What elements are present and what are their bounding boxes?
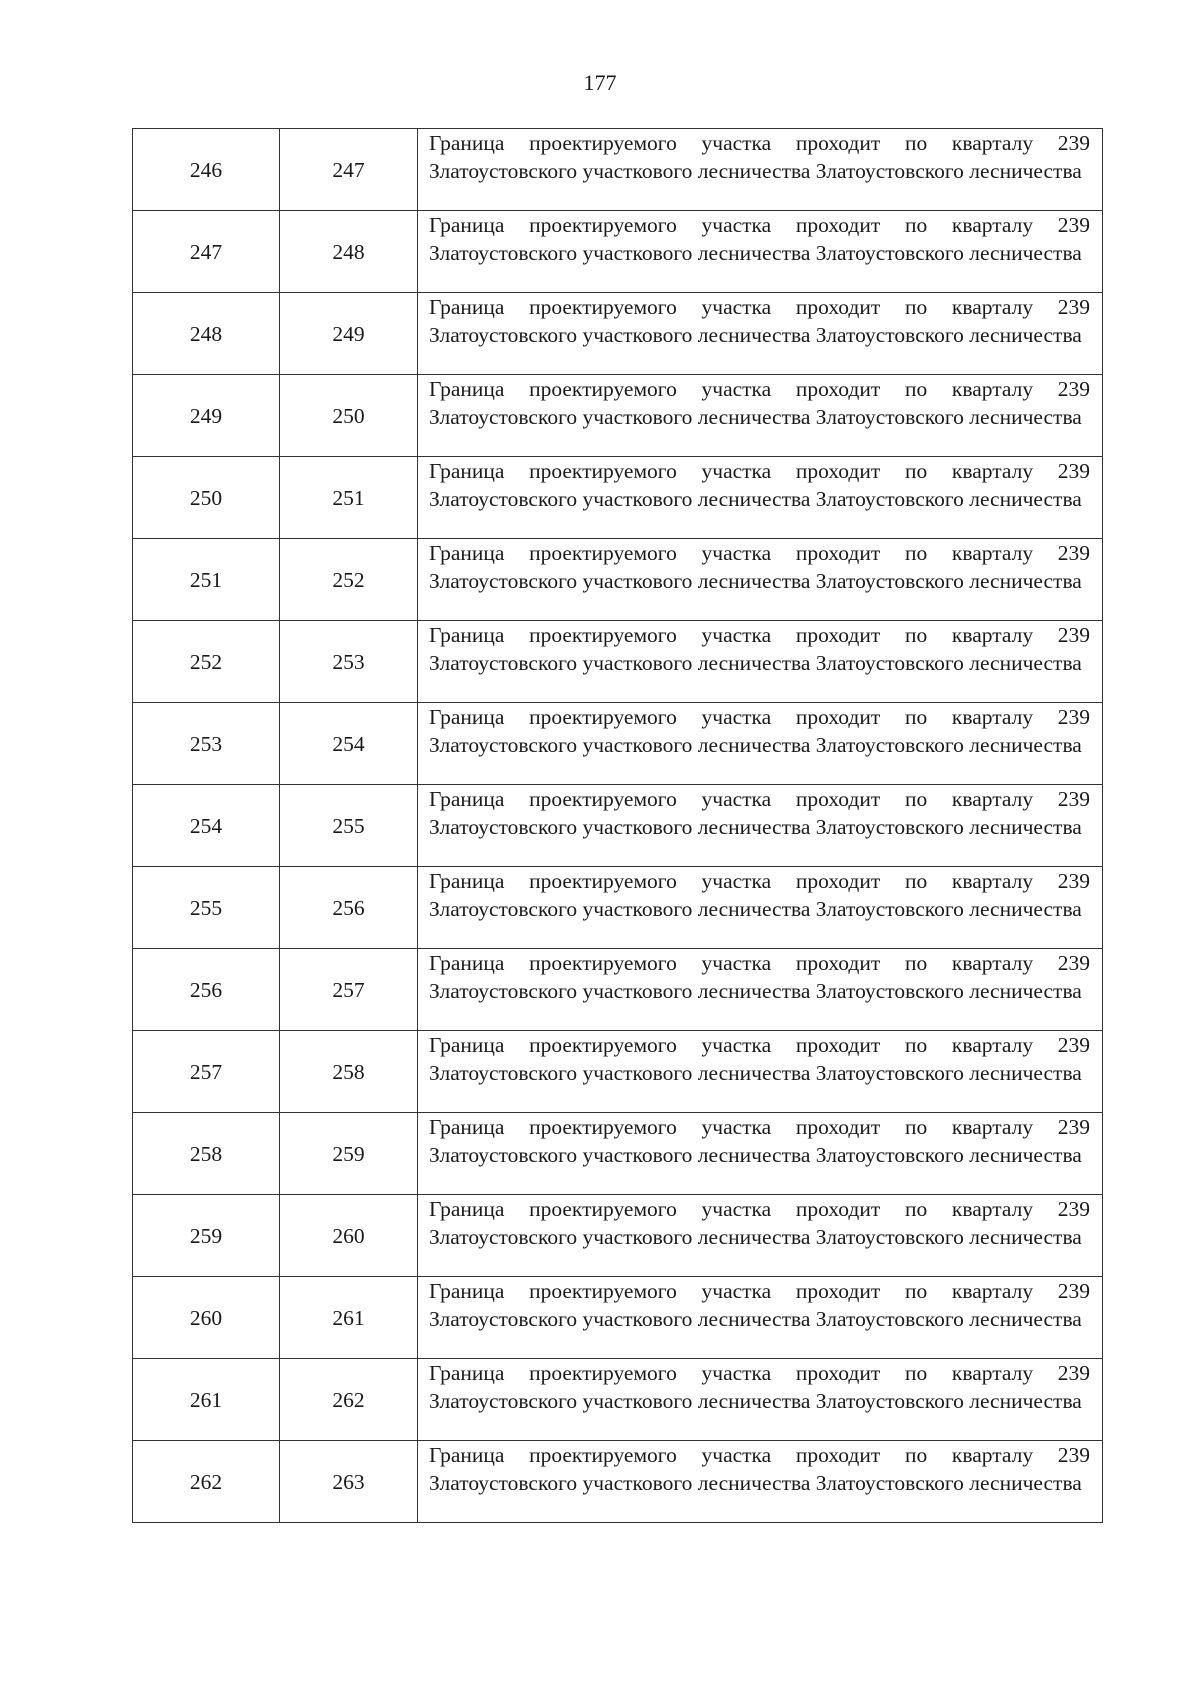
point-from-cell: 261 bbox=[133, 1359, 280, 1441]
description-cell: Граница проектируемого участка проходит по кварталу 239 Златоустовского участкового лесничества Златоустовского лесничества bbox=[418, 457, 1103, 539]
table-row bbox=[133, 1031, 1103, 1113]
description-cell: Граница проектируемого участка проходит по кварталу 239 Златоустовского участкового лесничества Златоустовского лесничества bbox=[418, 293, 1103, 375]
point-to-cell: 248 bbox=[280, 211, 418, 293]
description-cell: Граница проектируемого участка проходит по кварталу 239 Златоустовского участкового лесничества Златоустовского лесничества bbox=[418, 1441, 1103, 1523]
point-from-cell: 254 bbox=[133, 785, 280, 867]
table-row bbox=[133, 375, 1103, 457]
point-to-cell: 256 bbox=[280, 867, 418, 949]
point-from-cell: 246 bbox=[133, 129, 280, 211]
description-cell: Граница проектируемого участка проходит по кварталу 239 Златоустовского участкового лесничества Златоустовского лесничества bbox=[418, 949, 1103, 1031]
description-cell: Граница проектируемого участка проходит по кварталу 239 Златоустовского участкового лесничества Златоустовского лесничества bbox=[418, 1277, 1103, 1359]
table-row bbox=[133, 1441, 1103, 1523]
description-cell: Граница проектируемого участка проходит по кварталу 239 Златоустовского участкового лесничества Златоустовского лесничества bbox=[418, 785, 1103, 867]
description-cell: Граница проектируемого участка проходит по кварталу 239 Златоустовского участкового лесничества Златоустовского лесничества bbox=[418, 1359, 1103, 1441]
table-row bbox=[133, 211, 1103, 293]
point-from-cell: 260 bbox=[133, 1277, 280, 1359]
point-from-cell: 258 bbox=[133, 1113, 280, 1195]
description-cell: Граница проектируемого участка проходит по кварталу 239 Златоустовского участкового лесничества Златоустовского лесничества bbox=[418, 211, 1103, 293]
point-from-cell: 249 bbox=[133, 375, 280, 457]
description-cell: Граница проектируемого участка проходит по кварталу 239 Златоустовского участкового лесничества Златоустовского лесничества bbox=[418, 129, 1103, 211]
table-row bbox=[133, 703, 1103, 785]
table-row bbox=[133, 129, 1103, 211]
point-to-cell: 260 bbox=[280, 1195, 418, 1277]
point-to-cell: 249 bbox=[280, 293, 418, 375]
table-row bbox=[133, 785, 1103, 867]
point-to-cell: 247 bbox=[280, 129, 418, 211]
description-cell: Граница проектируемого участка проходит по кварталу 239 Златоустовского участкового лесничества Златоустовского лесничества bbox=[418, 1031, 1103, 1113]
point-to-cell: 250 bbox=[280, 375, 418, 457]
point-to-cell: 262 bbox=[280, 1359, 418, 1441]
point-from-cell: 251 bbox=[133, 539, 280, 621]
point-from-cell: 253 bbox=[133, 703, 280, 785]
point-from-cell: 255 bbox=[133, 867, 280, 949]
point-to-cell: 258 bbox=[280, 1031, 418, 1113]
description-cell: Граница проектируемого участка проходит по кварталу 239 Златоустовского участкового лесничества Златоустовского лесничества bbox=[418, 703, 1103, 785]
table-row bbox=[133, 539, 1103, 621]
point-to-cell: 253 bbox=[280, 621, 418, 703]
description-cell: Граница проектируемого участка проходит по кварталу 239 Златоустовского участкового лесничества Златоустовского лесничества bbox=[418, 375, 1103, 457]
description-cell: Граница проектируемого участка проходит по кварталу 239 Златоустовского участкового лесничества Златоустовского лесничества bbox=[418, 621, 1103, 703]
point-from-cell: 256 bbox=[133, 949, 280, 1031]
point-to-cell: 257 bbox=[280, 949, 418, 1031]
table-row bbox=[133, 1359, 1103, 1441]
table-row bbox=[133, 867, 1103, 949]
point-from-cell: 257 bbox=[133, 1031, 280, 1113]
table-row bbox=[133, 1195, 1103, 1277]
point-to-cell: 254 bbox=[280, 703, 418, 785]
point-to-cell: 261 bbox=[280, 1277, 418, 1359]
point-from-cell: 248 bbox=[133, 293, 280, 375]
table-row bbox=[133, 293, 1103, 375]
point-from-cell: 259 bbox=[133, 1195, 280, 1277]
table-row bbox=[133, 621, 1103, 703]
description-cell: Граница проектируемого участка проходит по кварталу 239 Златоустовского участкового лесничества Златоустовского лесничества bbox=[418, 1195, 1103, 1277]
description-cell: Граница проектируемого участка проходит по кварталу 239 Златоустовского участкового лесничества Златоустовского лесничества bbox=[418, 1113, 1103, 1195]
table-row bbox=[133, 1113, 1103, 1195]
description-cell: Граница проектируемого участка проходит по кварталу 239 Златоустовского участкового лесничества Златоустовского лесничества bbox=[418, 867, 1103, 949]
point-from-cell: 262 bbox=[133, 1441, 280, 1523]
boundary-table bbox=[132, 128, 1103, 1523]
point-from-cell: 250 bbox=[133, 457, 280, 539]
point-to-cell: 263 bbox=[280, 1441, 418, 1523]
table-row bbox=[133, 949, 1103, 1031]
point-from-cell: 247 bbox=[133, 211, 280, 293]
table-row bbox=[133, 457, 1103, 539]
point-to-cell: 259 bbox=[280, 1113, 418, 1195]
description-cell: Граница проектируемого участка проходит по кварталу 239 Златоустовского участкового лесничества Златоустовского лесничества bbox=[418, 539, 1103, 621]
point-to-cell: 255 bbox=[280, 785, 418, 867]
page-number: 177 bbox=[583, 70, 617, 95]
point-to-cell: 252 bbox=[280, 539, 418, 621]
point-from-cell: 252 bbox=[133, 621, 280, 703]
table-row bbox=[133, 1277, 1103, 1359]
point-to-cell: 251 bbox=[280, 457, 418, 539]
